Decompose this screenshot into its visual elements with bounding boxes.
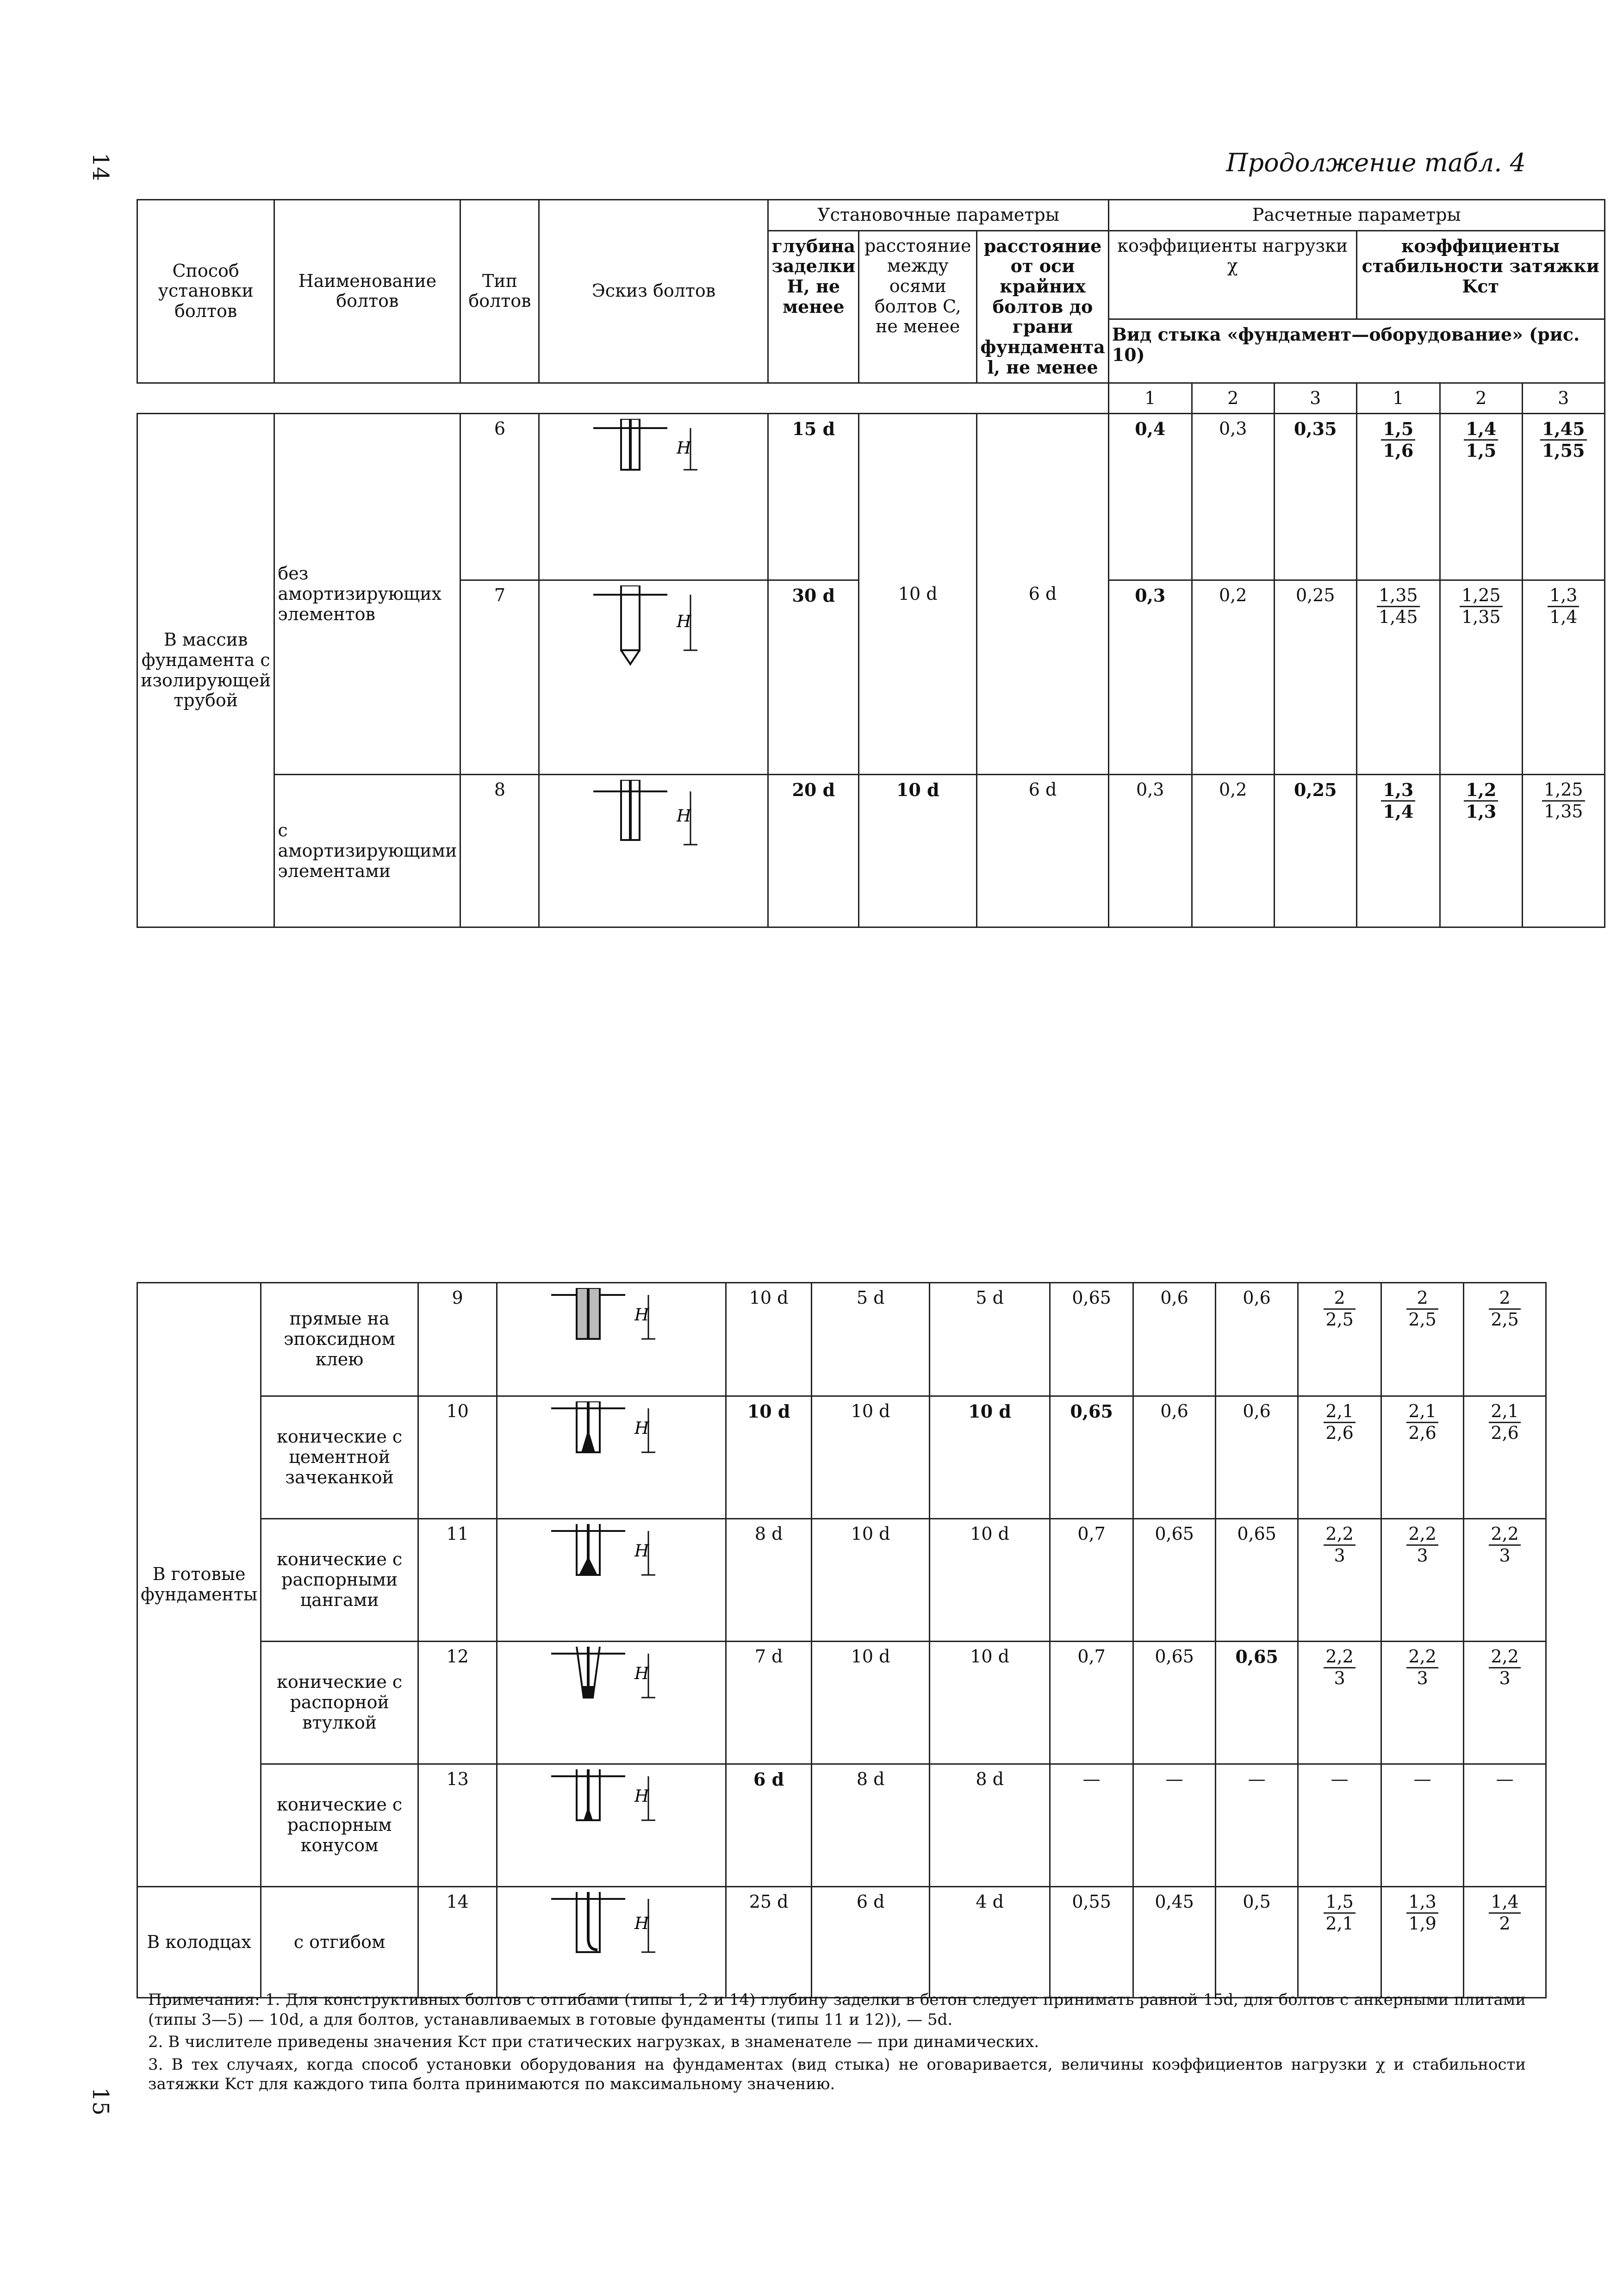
stab-coef-1: $\frac{2}{2,5}$ bbox=[1298, 1283, 1381, 1396]
bolt-sketch-icon bbox=[542, 1524, 681, 1593]
note-2: 2. В числителе приведены значения Kст при статических нагрузках, в знаменателе — при динамических. bbox=[148, 2033, 1039, 2051]
load-coef-3: 0,6 bbox=[1216, 1283, 1298, 1396]
name-with-damping: с амортизирующими элементами bbox=[274, 775, 460, 927]
distance-l-value: 6 d bbox=[977, 775, 1109, 927]
bolt-name: конические с распорной втулкой bbox=[261, 1642, 418, 1764]
stab-coef-1: $\frac{1,5}{2,1}$ bbox=[1298, 1887, 1381, 1998]
load-coef-2: 0,65 bbox=[1133, 1519, 1216, 1642]
load-coef-1: 0,3 bbox=[1108, 775, 1192, 927]
load-coef-3: 0,5 bbox=[1216, 1887, 1298, 1998]
stab-coef-3: $\frac{2}{2,5}$ bbox=[1464, 1283, 1546, 1396]
col-num: 1 bbox=[1356, 383, 1440, 414]
col-num: 1 bbox=[1108, 383, 1192, 414]
load-coef-3: 0,6 bbox=[1216, 1396, 1298, 1519]
stab-coef-3: $\frac{2,2}{3}$ bbox=[1464, 1642, 1546, 1764]
bolt-sketch bbox=[497, 1764, 726, 1887]
bolt-sketch-icon bbox=[584, 585, 723, 669]
svg-text:H: H bbox=[634, 1914, 649, 1933]
header-stab-coef: коэффициенты стабильности затяжки Kст bbox=[1356, 230, 1604, 319]
load-coef-2: 0,3 bbox=[1192, 414, 1274, 580]
load-coef-2: 0,6 bbox=[1133, 1396, 1216, 1519]
bolt-sketch-icon bbox=[584, 419, 723, 488]
distance-c-value: 10 d bbox=[812, 1396, 930, 1519]
stab-coef-3: $\frac{1,25}{1,35}$ bbox=[1522, 775, 1604, 927]
distance-l-value: 10 d bbox=[930, 1519, 1050, 1642]
load-coef-1: — bbox=[1050, 1764, 1133, 1887]
header-distance-l: расстояние от оси крайних болтов до грани фундамента l, не менее bbox=[977, 230, 1109, 383]
stab-coef-1: $\frac{1,35}{1,45}$ bbox=[1356, 580, 1440, 775]
load-coef-1: 0,65 bbox=[1050, 1283, 1133, 1396]
bolt-type: 9 bbox=[418, 1283, 497, 1396]
bolt-sketch-icon bbox=[542, 1288, 681, 1353]
svg-text:H: H bbox=[677, 807, 691, 826]
load-coef-1: 0,3 bbox=[1108, 580, 1192, 775]
stab-coef-2: $\frac{1,25}{1,35}$ bbox=[1440, 580, 1522, 775]
bolt-table-part-1 bbox=[137, 199, 1605, 928]
load-coef-1: 0,4 bbox=[1108, 414, 1192, 580]
header-distance-c: расстояние между осями болтов C, не менее bbox=[859, 230, 977, 383]
stab-coef-1: $\frac{1,5}{1,6}$ bbox=[1356, 414, 1440, 580]
bolt-type: 11 bbox=[418, 1519, 497, 1642]
header-joint-type: Вид стыка «фундамент—оборудование» (рис. 10) bbox=[1108, 319, 1604, 383]
bolt-sketch bbox=[497, 1519, 726, 1642]
distance-c-value: 5 d bbox=[812, 1283, 930, 1396]
bolt-type: 6 bbox=[460, 414, 539, 580]
header-sketch: Эскиз болтов bbox=[539, 200, 768, 383]
depth-value: 8 d bbox=[726, 1519, 812, 1642]
bolt-sketch-icon bbox=[542, 1647, 681, 1716]
distance-l-value: 5 d bbox=[930, 1283, 1050, 1396]
distance-l-value: 4 d bbox=[930, 1887, 1050, 1998]
method-wells: В колодцах bbox=[137, 1887, 261, 1998]
distance-c-value: 10 d bbox=[812, 1519, 930, 1642]
svg-text:H: H bbox=[634, 1787, 649, 1806]
stab-coef-1: $\frac{2,2}{3}$ bbox=[1298, 1519, 1381, 1642]
bolt-sketch bbox=[539, 775, 768, 927]
stab-coef-3: $\frac{2,2}{3}$ bbox=[1464, 1519, 1546, 1642]
load-coef-3: 0,35 bbox=[1274, 414, 1356, 580]
bolt-type: 8 bbox=[460, 775, 539, 927]
stab-coef-2: $\frac{2,2}{3}$ bbox=[1381, 1642, 1464, 1764]
depth-value: 7 d bbox=[726, 1642, 812, 1764]
bolt-table-part-2 bbox=[137, 1282, 1547, 1998]
svg-text:H: H bbox=[634, 1419, 649, 1438]
bolt-type: 10 bbox=[418, 1396, 497, 1519]
bolt-sketch bbox=[539, 414, 768, 580]
load-coef-3: 0,25 bbox=[1274, 775, 1356, 927]
method-ready-foundation: В готовые фундаменты bbox=[137, 1283, 261, 1887]
header-calculated: Расчетные параметры bbox=[1108, 200, 1604, 231]
page-number-right: 15 bbox=[87, 2087, 113, 2116]
load-coef-2: — bbox=[1133, 1764, 1216, 1887]
bolt-sketch bbox=[497, 1283, 726, 1396]
bolt-name: конические с цементной зачеканкой bbox=[261, 1396, 418, 1519]
bolt-type: 7 bbox=[460, 580, 539, 775]
distance-c-value: 10 d bbox=[859, 775, 977, 927]
distance-l-value: 6 d bbox=[977, 414, 1109, 775]
stab-coef-2: $\frac{2,2}{3}$ bbox=[1381, 1519, 1464, 1642]
bolt-type: 14 bbox=[418, 1887, 497, 1998]
name-no-damping: без амортизирующих элементов bbox=[274, 414, 460, 775]
depth-value: 10 d bbox=[726, 1283, 812, 1396]
header-type: Тип болтов bbox=[460, 200, 539, 383]
load-coef-2: 0,65 bbox=[1133, 1642, 1216, 1764]
stab-coef-1: $\frac{1,3}{1,4}$ bbox=[1356, 775, 1440, 927]
stab-coef-2: $\frac{2,1}{2,6}$ bbox=[1381, 1396, 1464, 1519]
header-installation: Установочные параметры bbox=[768, 200, 1108, 231]
distance-l-value: 8 d bbox=[930, 1764, 1050, 1887]
stab-coef-2: $\frac{1,3}{1,9}$ bbox=[1381, 1887, 1464, 1998]
depth-value: 25 d bbox=[726, 1887, 812, 1998]
stab-coef-3: $\frac{2,1}{2,6}$ bbox=[1464, 1396, 1546, 1519]
stab-coef-1: $\frac{2,2}{3}$ bbox=[1298, 1642, 1381, 1764]
bolt-sketch-icon bbox=[542, 1401, 681, 1471]
bolt-name: конические с распорным конусом bbox=[261, 1764, 418, 1887]
note-3: 3. В тех случаях, когда способ установки оборудования на фундаментах (вид стыка) не оговаривается, величины коэффициентов нагрузки χ и стабильности затяжки Kст для каждого типа болта принимаются по максимальному значению. bbox=[148, 2055, 1526, 2093]
stab-coef-2: $\frac{1,2}{1,3}$ bbox=[1440, 775, 1522, 927]
svg-text:H: H bbox=[677, 439, 691, 458]
bolt-type: 13 bbox=[418, 1764, 497, 1887]
distance-c-value: 10 d bbox=[859, 414, 977, 775]
stab-coef-1: — bbox=[1298, 1764, 1381, 1887]
bolt-sketch bbox=[539, 580, 768, 775]
bolt-sketch-icon bbox=[584, 780, 723, 854]
svg-text:H: H bbox=[677, 612, 691, 632]
distance-l-value: 10 d bbox=[930, 1642, 1050, 1764]
load-coef-1: 0,65 bbox=[1050, 1396, 1133, 1519]
depth-value: 30 d bbox=[768, 580, 859, 775]
load-coef-2: 0,2 bbox=[1192, 775, 1274, 927]
load-coef-3: 0,25 bbox=[1274, 580, 1356, 775]
col-num: 3 bbox=[1522, 383, 1604, 414]
table-notes bbox=[148, 1990, 1526, 2097]
method-massiv: В массив фундамента с изолирующей трубой bbox=[137, 414, 274, 927]
distance-c-value: 6 d bbox=[812, 1887, 930, 1998]
header-depth: глубина заделки H, не менее bbox=[768, 230, 859, 383]
bolt-sketch-icon bbox=[542, 1892, 681, 1971]
load-coef-1: 0,7 bbox=[1050, 1519, 1133, 1642]
bolt-name: конические с распорными цангами bbox=[261, 1519, 418, 1642]
bolt-sketch bbox=[497, 1396, 726, 1519]
svg-text:H: H bbox=[634, 1664, 649, 1683]
load-coef-3: — bbox=[1216, 1764, 1298, 1887]
header-load-coef: коэффициенты нагрузки χ bbox=[1108, 230, 1356, 319]
col-num: 2 bbox=[1192, 383, 1274, 414]
load-coef-2: 0,45 bbox=[1133, 1887, 1216, 1998]
depth-value: 10 d bbox=[726, 1396, 812, 1519]
load-coef-3: 0,65 bbox=[1216, 1519, 1298, 1642]
depth-value: 20 d bbox=[768, 775, 859, 927]
header-method: Способ установки болтов bbox=[137, 200, 274, 383]
distance-l-value: 10 d bbox=[930, 1396, 1050, 1519]
svg-text:H: H bbox=[634, 1542, 649, 1561]
depth-value: 15 d bbox=[768, 414, 859, 580]
bolt-name: прямые на эпоксидном клею bbox=[261, 1283, 418, 1396]
stab-coef-3: — bbox=[1464, 1764, 1546, 1887]
load-coef-2: 0,2 bbox=[1192, 580, 1274, 775]
stab-coef-2: — bbox=[1381, 1764, 1464, 1887]
stab-coef-1: $\frac{2,1}{2,6}$ bbox=[1298, 1396, 1381, 1519]
load-coef-1: 0,7 bbox=[1050, 1642, 1133, 1764]
bolt-sketch-icon bbox=[542, 1769, 681, 1839]
bolt-name: с отгибом bbox=[261, 1887, 418, 1998]
col-num: 3 bbox=[1274, 383, 1356, 414]
stab-coef-2: $\frac{2}{2,5}$ bbox=[1381, 1283, 1464, 1396]
load-coef-1: 0,55 bbox=[1050, 1887, 1133, 1998]
note-1: Примечания: 1. Для конструктивных болтов с отгибами (типы 1, 2 и 14) глубину заделки в бетон следует принимать равной 15d, для болтов с анкерными плитами (типы 3—5) — 10d, а для болтов, устанавливаемых в готовые фундаменты (типы 11 и 12)), — 5d. bbox=[148, 1991, 1526, 2029]
stab-coef-3: $\frac{1,4}{2}$ bbox=[1464, 1887, 1546, 1998]
bolt-sketch bbox=[497, 1887, 726, 1998]
load-coef-2: 0,6 bbox=[1133, 1283, 1216, 1396]
load-coef-3: 0,65 bbox=[1216, 1642, 1298, 1764]
bolt-sketch bbox=[497, 1642, 726, 1764]
table-continuation-title: Продолжение табл. 4 bbox=[1226, 148, 1526, 177]
stab-coef-3: $\frac{1,45}{1,55}$ bbox=[1522, 414, 1604, 580]
stab-coef-2: $\frac{1,4}{1,5}$ bbox=[1440, 414, 1522, 580]
page-number-left: 14 bbox=[87, 153, 113, 181]
depth-value: 6 d bbox=[726, 1764, 812, 1887]
svg-text:H: H bbox=[634, 1306, 649, 1325]
distance-c-value: 10 d bbox=[812, 1642, 930, 1764]
header-name: Наименование болтов bbox=[274, 200, 460, 383]
stab-coef-3: $\frac{1,3}{1,4}$ bbox=[1522, 580, 1604, 775]
distance-c-value: 8 d bbox=[812, 1764, 930, 1887]
bolt-type: 12 bbox=[418, 1642, 497, 1764]
col-num: 2 bbox=[1440, 383, 1522, 414]
